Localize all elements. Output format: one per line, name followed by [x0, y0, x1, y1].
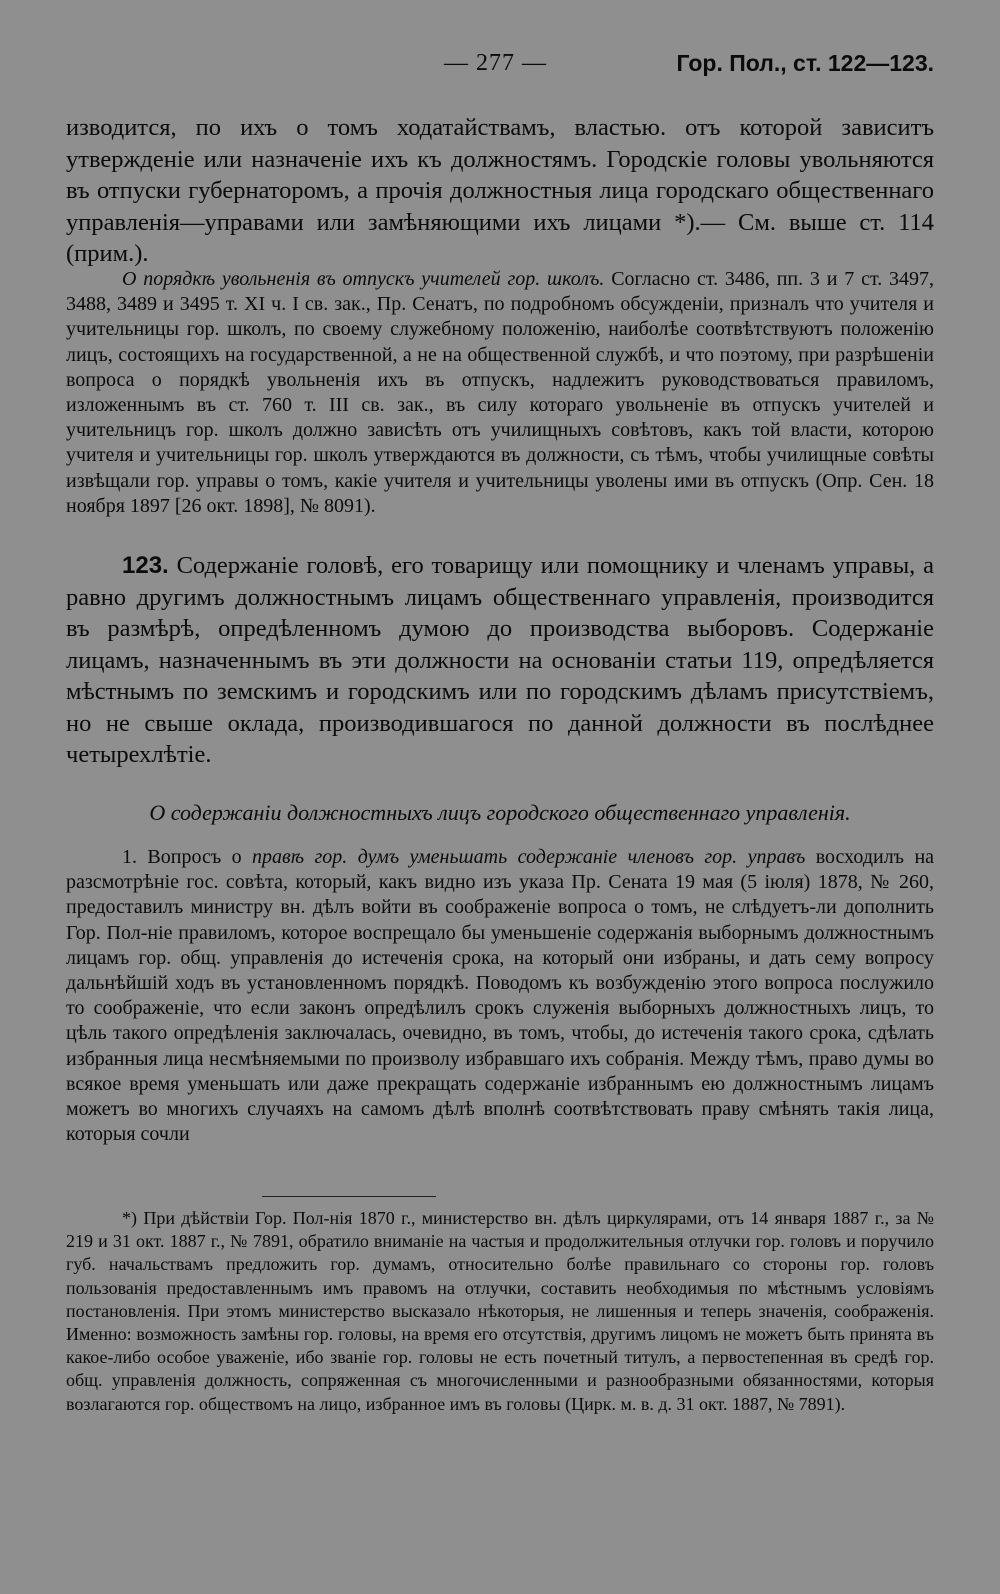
salary-paragraph-emphasis: правѣ гор. думъ уменьшать содержаніе членовъ гор. управъ	[252, 846, 806, 868]
page-number: — 277 —	[444, 50, 547, 76]
paragraph-salary-reduction	[66, 845, 934, 1147]
teachers-leave-title: О порядкѣ увольненія въ отпускъ учителей гор. школъ.	[122, 268, 605, 290]
paragraph-leave-rules: изводится, по ихъ о томъ ходатайствамъ, властью. отъ которой зависитъ утвержденіе или назначеніе ихъ къ должностямъ. Городскіе головы увольняются въ отпуски губернаторомъ, а прочія должностныя лица городскаго общественнаго управленія—управами или замѣняющими ихъ лицами *).— См. выше ст. 114 (прим.).	[66, 114, 934, 267]
salary-paragraph-body: восходилъ на разсмотрѣніе гос. совѣта, который, какъ видно изъ указа Пр. Сената 19 мая (5 іюля) 1878, № 260, предоставилъ министру вн. дѣлъ войти въ соображеніе вопроса о томъ, не слѣдуетъ-ли дополнить Гор. Пол-ніе правиломъ, которое воспрещало бы уменьшеніе содержанія выборнымъ должностнымъ лицамъ гор. общ. управленія до истеченія срока, на который они избраны, и дать сему вопросу дальнѣйшій ходъ въ установленномъ порядкѣ. Поводомъ къ возбужденію этого вопроса послужило то соображеніе, что если законъ опредѣлилъ срокъ служенія выборныхъ должностныхъ лицъ, то цѣль такого опредѣленія заключалась, очевидно, въ томъ, чтобы, до истеченія такого срока, сдѣлать избранныя лица несмѣняемыми по произволу избравшаго ихъ собранія. Между тѣмъ, право думы во всякое время уменьшать или даже прекращать содержаніе избраннымъ ею должностнымъ лицамъ можетъ во многихъ случаяхъ на самомъ дѣлѣ вполнѣ соотвѣтствовать праву смѣнять такія лица, которыя сочли	[66, 846, 935, 1146]
article-number: 123.	[122, 552, 169, 579]
running-head: Гор. Пол., ст. 122—123.	[676, 50, 934, 76]
teachers-leave-body: Согласно ст. 3486, пп. 3 и 7 ст. 3497, 3488, 3489 и 3495 т. XI ч. I св. зак., Пр. Сенатъ, по подробномъ обсужденіи, призналъ что учителя и учительницы гор. школъ, по своему служебному положенію, наиболѣе соотвѣтствуютъ положенію лицъ, состоящихъ на государственной, а не на общественной службѣ, и что поэтому, при разрѣшеніи вопроса о порядкѣ увольненія ихъ въ отпускъ, надлежитъ руководствоваться правиломъ, изложеннымъ въ ст. 760 т. III св. зак., въ силу котораго увольненіе въ отпускъ учителей и учительницъ гор. школъ должно зависѣть отъ училищныхъ совѣтовъ, какъ той власти, которою учителя и учительницы гор. школъ утверждаются въ должности, съ тѣмъ, чтобы училищные совѣты извѣщали гор. управы о томъ, какіе учителя и учительницы уволены ими въ отпускъ (Опр. Сен. 18 ноября 1897 [26 окт. 1898], № 8091).	[66, 268, 935, 517]
salary-paragraph-lead: 1. Вопросъ о	[122, 846, 242, 868]
paragraph-continuation	[66, 112, 934, 270]
section-subheading: О содержаніи должностныхъ лицъ городского общественнаго управленія.	[149, 800, 851, 825]
article-text: Содержаніе головѣ, его товарищу или помощнику и членамъ управы, а равно другимъ должностнымъ лицамъ общественнаго управленія, производится въ размѣрѣ, опредѣленномъ думою до производства выборовъ. Содержаніе лицамъ, назначеннымъ въ эти должности на основаніи статьи 119, опредѣляется мѣстнымъ по земскимъ и городскимъ или по городскимъ дѣламъ присутствіемъ, но не свыше оклада, производившагося по данной должности въ послѣднее четырехлѣтіе.	[66, 552, 934, 768]
footnote-divider	[262, 1196, 436, 1197]
page-header	[66, 50, 934, 84]
paragraph-teachers-leave	[66, 267, 934, 519]
section-subheading-block	[66, 800, 934, 826]
footnote-block	[66, 1207, 934, 1416]
footnote: *) При дѣйствіи Гор. Пол-нія 1870 г., министерство вн. дѣлъ циркулярами, отъ 14 января 1887 г., за № 219 и 31 окт. 1887 г., № 7891, обратило вниманіе на частыя и продолжительныя отлучки гор. головъ и поручило губ. начальствамъ предложить гор. думамъ, относительно болѣе правильнаго со стороны гор. головъ пользованія предоставленнымъ имъ правомъ на отлучки, составить необходимыя по мѣстнымъ условіямъ постановленія. При этомъ министерство высказало нѣкоторыя, не лишенныя и теперь значенія, соображенія. Именно: возможность замѣны гор. головы, на время его отсутствія, другимъ лицомъ не можетъ быть принята въ какое-либо особое уваженіе, ибо званіе гор. головы не есть почетный титулъ, а первостепенная въ средѣ гор. общ. управленія должность, сопряженная съ многочисленными и разнообразными обязанностями, которыя возлагаются гор. обществомъ на лицо, избранное имъ въ головы (Цирк. м. в. д. 31 окт. 1887, № 7891).	[66, 1208, 934, 1414]
article-123	[66, 550, 934, 771]
